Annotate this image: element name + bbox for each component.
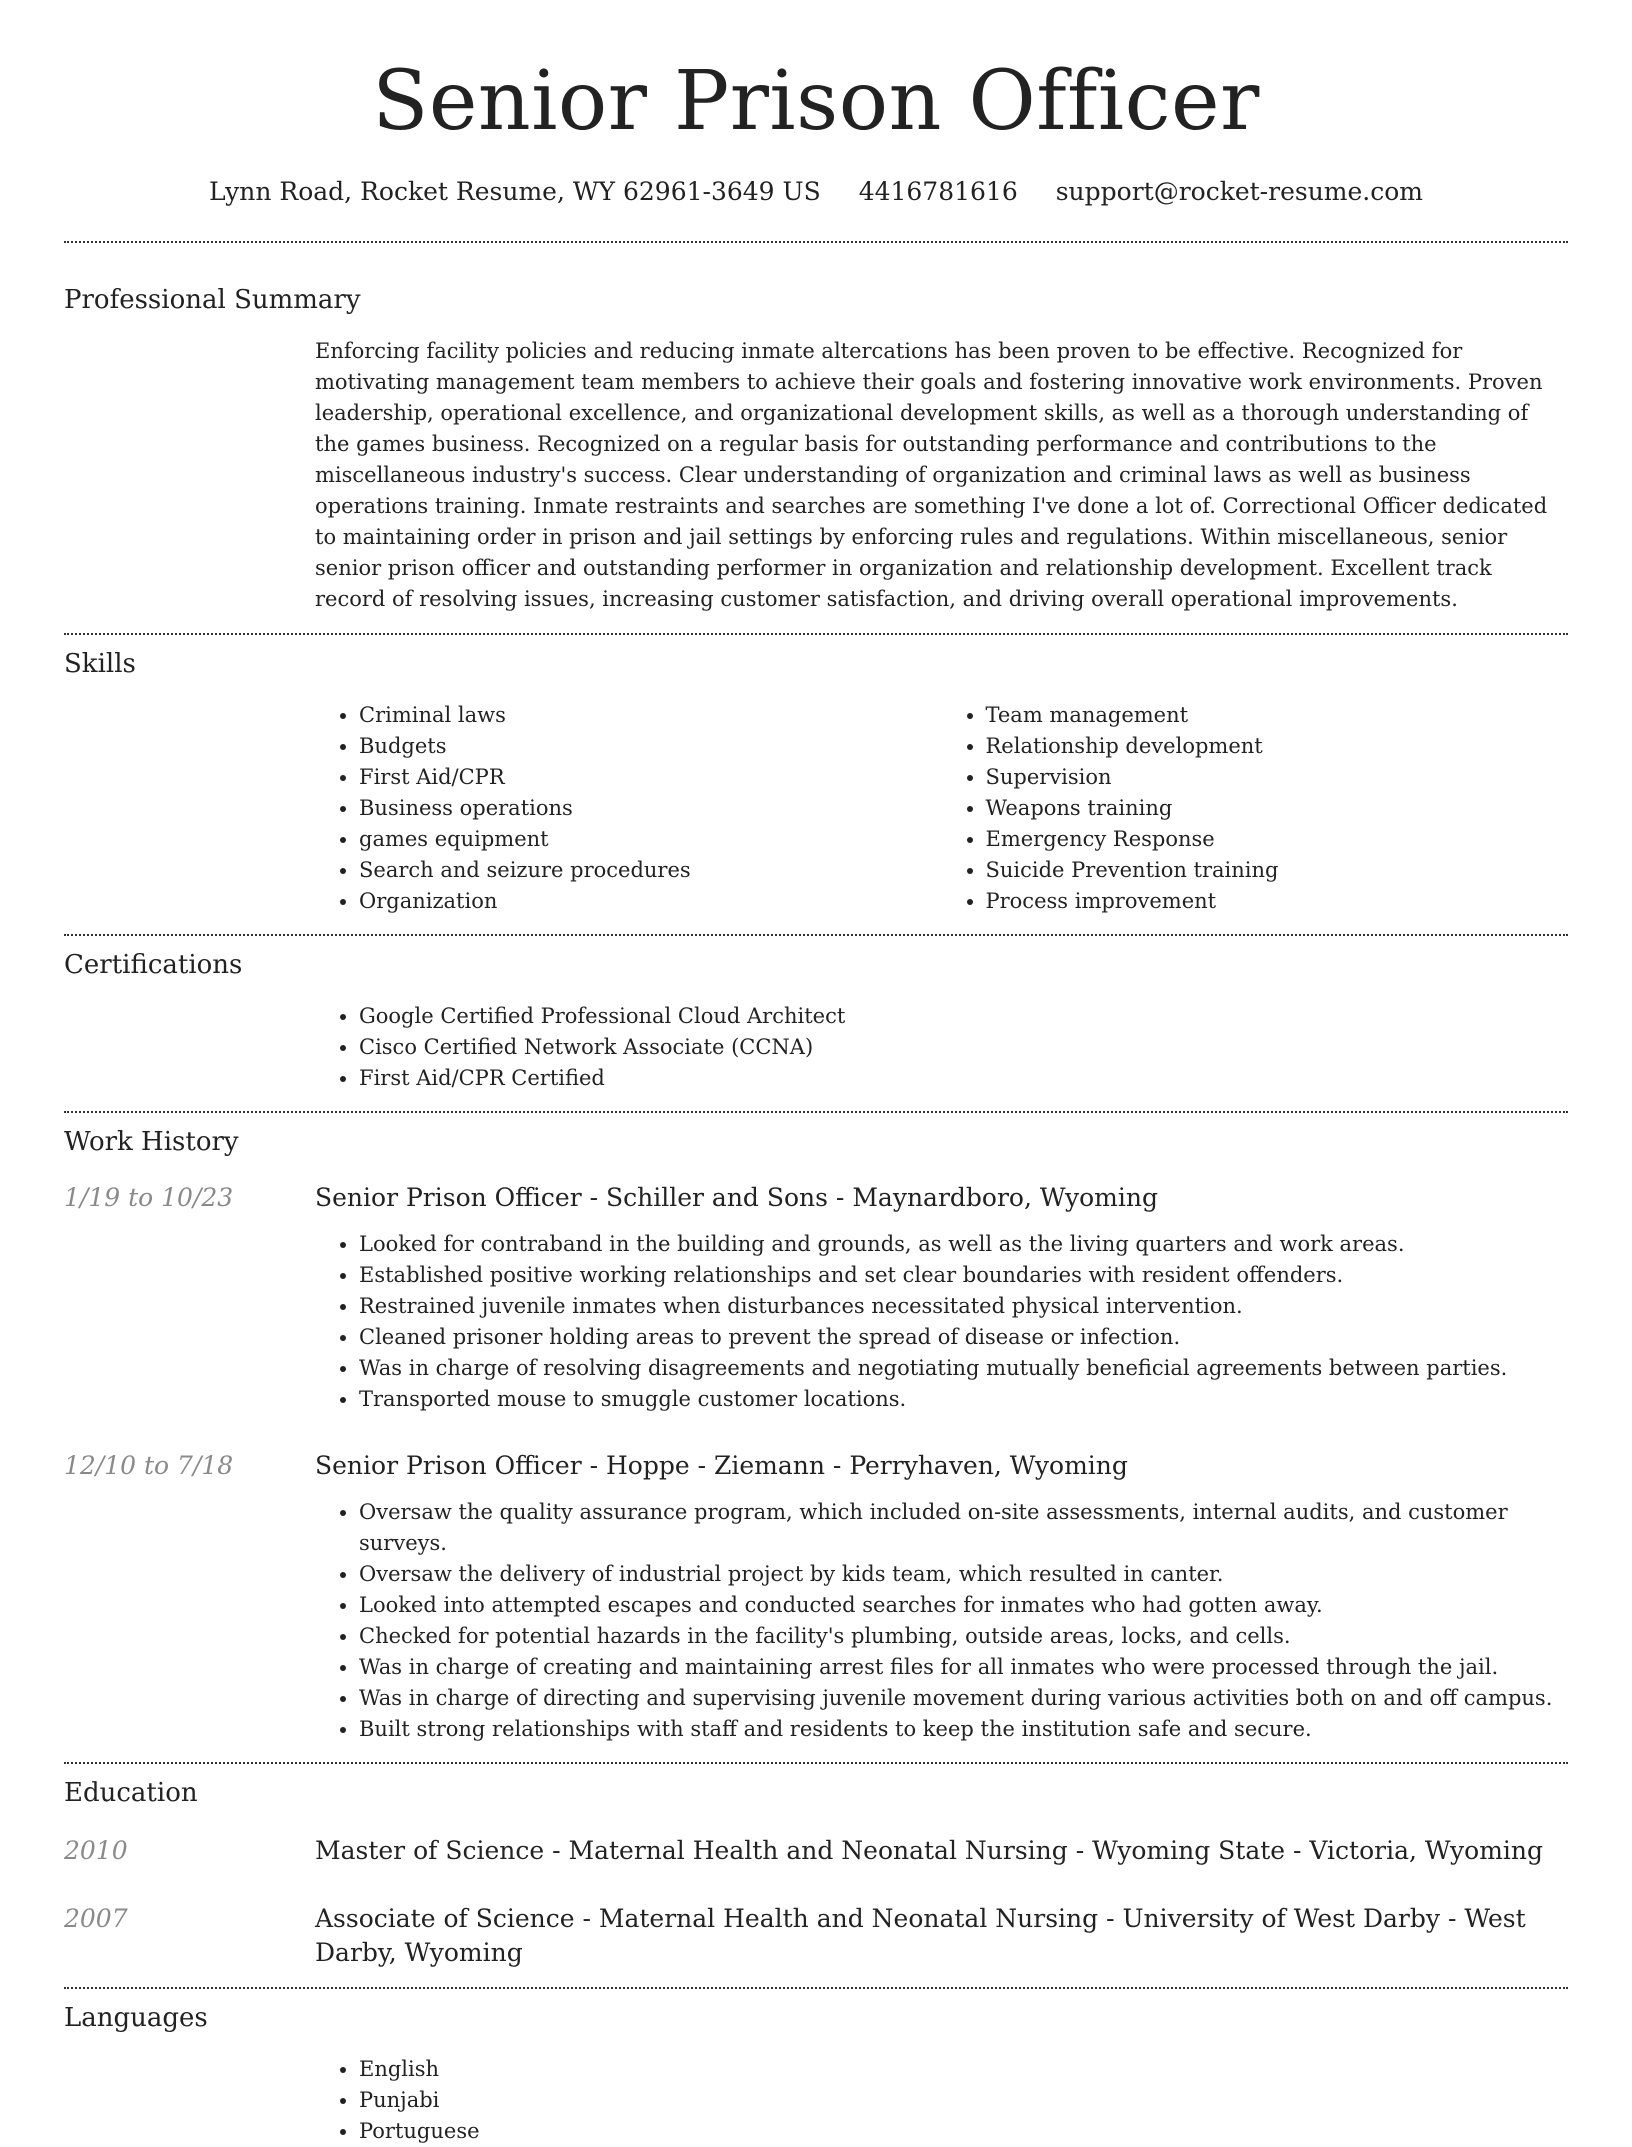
- skill-item: • Criminal laws: [359, 700, 942, 731]
- certification-item: • Google Certified Professional Cloud Architect: [359, 1001, 1568, 1032]
- languages-section: [64, 2001, 1568, 2147]
- job-entry: [64, 1181, 1568, 1415]
- job-bullet: • Transported mouse to smuggle customer locations.: [359, 1384, 1568, 1415]
- summary-text: Enforcing facility policies and reducing inmate altercations has been proven to be effective. Recognized for motivating management team members to achieve their goals and fostering innovative work environments. Proven leadership, operational excellence, and organizational development skills, as well as a thorough understanding of the games business. Recognized on a regular basis for outstanding performance and contributions to the miscellaneous industry's success. Clear understanding of organization and criminal laws as well as business operations training. Inmate restraints and searches are something I've done a lot of. Correctional Officer dedicated to maintaining order in prison and jail settings by enforcing rules and regulations. Within miscellaneous, senior senior prison officer and outstanding performer in organization and relationship development. Excellent track record of resolving issues, increasing customer satisfaction, and driving overall operational improvements.: [315, 339, 1548, 611]
- job-bullet: • Restrained juvenile inmates when disturbances necessitated physical intervention.: [359, 1291, 1568, 1322]
- certifications-section: [64, 948, 1568, 1094]
- certification-item: • Cisco Certified Network Associate (CCNA): [359, 1032, 1568, 1063]
- education-title: Education: [64, 1778, 198, 1808]
- skill-item: • games equipment: [359, 824, 942, 855]
- skill-item: • Business operations: [359, 793, 942, 824]
- education-entry: [64, 1902, 1568, 1970]
- skill-item: • Emergency Response: [986, 824, 1569, 855]
- summary-title: Professional Summary: [64, 285, 361, 315]
- languages-title: Languages: [64, 2003, 208, 2033]
- education-entry: [64, 1834, 1568, 1868]
- skill-item: • Suicide Prevention training: [986, 855, 1569, 886]
- certification-item: • First Aid/CPR Certified: [359, 1063, 1568, 1094]
- languages-list: [315, 2054, 1568, 2147]
- skill-item: • Process improvement: [986, 886, 1569, 917]
- section-divider: [64, 1111, 1568, 1113]
- section-divider: [64, 241, 1568, 243]
- education-section: [64, 1776, 1568, 1970]
- skills-section: [64, 647, 1568, 917]
- resume-name: Senior Prison Officer: [372, 54, 1260, 149]
- skill-item: • Search and seizure procedures: [359, 855, 942, 886]
- section-divider: [64, 633, 1568, 635]
- work-history-title: Work History: [64, 1127, 239, 1157]
- skills-left-column: [315, 700, 942, 917]
- certifications-title: Certifications: [64, 950, 243, 980]
- language-item: • English: [359, 2054, 1568, 2085]
- job-bullet: • Oversaw the delivery of industrial project by kids team, which resulted in canter.: [359, 1559, 1568, 1590]
- job-bullet: • Looked for contraband in the building and grounds, as well as the living quarters and work areas.: [359, 1229, 1568, 1260]
- job-bullet: • Was in charge of directing and supervising juvenile movement during various activities both on and off campus.: [359, 1683, 1568, 1714]
- certifications-list: [315, 1001, 1568, 1094]
- job-heading: Senior Prison Officer - Hoppe - Ziemann - Perryhaven, Wyoming: [315, 1451, 1128, 1480]
- education-year: 2010: [64, 1836, 128, 1865]
- job-heading: Senior Prison Officer - Schiller and Sons - Maynardboro, Wyoming: [315, 1183, 1158, 1212]
- skills-list: [315, 700, 1568, 917]
- skill-item: • Budgets: [359, 731, 942, 762]
- job-entry: [64, 1449, 1568, 1745]
- skills-title: Skills: [64, 649, 136, 679]
- work-history-section: [64, 1125, 1568, 1745]
- summary-section: [64, 283, 1568, 615]
- section-divider: [64, 1762, 1568, 1764]
- job-dates: 1/19 to 10/23: [64, 1183, 234, 1212]
- skills-right-column: [942, 700, 1569, 917]
- job-bullets: [315, 1497, 1568, 1745]
- skill-item: • First Aid/CPR: [359, 762, 942, 793]
- job-bullet: • Cleaned prisoner holding areas to prevent the spread of disease or infection.: [359, 1322, 1568, 1353]
- resume-page: [64, 0, 1568, 2147]
- job-dates: 12/10 to 7/18: [64, 1451, 234, 1480]
- job-bullet: • Was in charge of creating and maintaining arrest files for all inmates who were processed through the jail.: [359, 1652, 1568, 1683]
- job-bullet: • Checked for potential hazards in the facility's plumbing, outside areas, locks, and cells.: [359, 1621, 1568, 1652]
- education-year: 2007: [64, 1904, 128, 1933]
- job-bullet: • Was in charge of resolving disagreements and negotiating mutually beneficial agreements between parties.: [359, 1353, 1568, 1384]
- skill-item: • Weapons training: [986, 793, 1569, 824]
- skill-item: • Relationship development: [986, 731, 1569, 762]
- contact-address: Lynn Road, Rocket Resume, WY 62961-3649 US: [208, 177, 821, 206]
- job-bullets: [315, 1229, 1568, 1415]
- language-item: • Punjabi: [359, 2085, 1568, 2116]
- education-heading: Associate of Science - Maternal Health and Neonatal Nursing - University of West Darby - West Darby, Wyoming: [315, 1904, 1526, 1967]
- job-bullet: • Established positive working relationships and set clear boundaries with resident offenders.: [359, 1260, 1568, 1291]
- job-bullet: • Built strong relationships with staff and residents to keep the institution safe and secure.: [359, 1714, 1568, 1745]
- job-bullet: • Looked into attempted escapes and conducted searches for inmates who had gotten away.: [359, 1590, 1568, 1621]
- education-heading: Master of Science - Maternal Health and Neonatal Nursing - Wyoming State - Victoria, Wyoming: [315, 1836, 1544, 1865]
- contact-phone: 4416781616: [858, 177, 1018, 206]
- section-divider: [64, 934, 1568, 936]
- job-bullet: • Oversaw the quality assurance program, which included on-site assessments, internal audits, and customer surveys.: [359, 1497, 1568, 1559]
- section-divider: [64, 1987, 1568, 1989]
- skill-item: • Supervision: [986, 762, 1569, 793]
- contact-line: [64, 176, 1568, 208]
- skill-item: • Team management: [986, 700, 1569, 731]
- skill-item: • Organization: [359, 886, 942, 917]
- contact-email: support@rocket-resume.com: [1055, 177, 1424, 206]
- language-item: • Portuguese: [359, 2116, 1568, 2147]
